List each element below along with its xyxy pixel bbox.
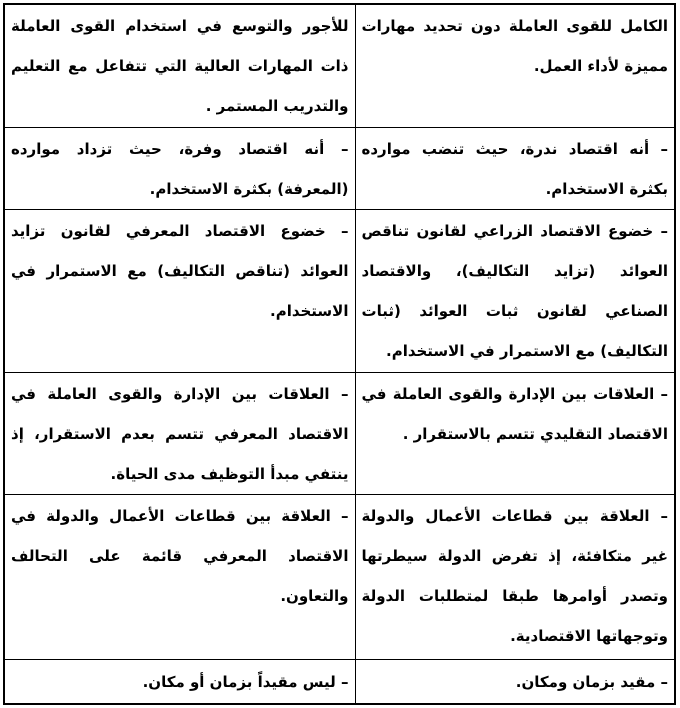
cell-traditional-economy: – أنه اقتصاد ندرة، حيث تنضب موارده بكثرة الاستخدام. [355,128,675,210]
cell-knowledge-economy: للأجور والتوسع في استخدام القوى العاملة ذات المهارات العالية التي تتفاعل مع التعليم والتدريب المستمر . [4,4,355,128]
cell-traditional-economy: – العلاقات بين الإدارة والقوى العاملة في الاقتصاد التقليدي تتسم بالاستقرار . [355,373,675,495]
table-row [4,4,675,128]
cell-traditional-economy: – خضوع الاقتصاد الزراعي لقانون تناقص العوائد (تزايد التكاليف)، والاقتصاد الصناعي لقانون ثبات العوائد (ثبات التكاليف) مع الاستمرار في الاستخدام. [355,210,675,373]
cell-traditional-economy: الكامل للقوى العاملة دون تحديد مهارات مميزة لأداء العمل. [355,4,675,128]
cell-knowledge-economy: – العلاقات بين الإدارة والقوى العاملة في الاقتصاد المعرفي تتسم بعدم الاستقرار، إذ ينتفي مبدأ التوظيف مدى الحياة. [4,373,355,495]
table-row [4,495,675,660]
table-row [4,128,675,210]
table-row [4,373,675,495]
cell-knowledge-economy: – العلاقة بين قطاعات الأعمال والدولة في الاقتصاد المعرفي قائمة على التحالف والتعاون. [4,495,355,660]
cell-knowledge-economy: – خضوع الاقتصاد المعرفي لقانون تزايد العوائد (تناقص التكاليف) مع الاستمرار في الاستخدام. [4,210,355,373]
cell-traditional-economy: – مقيد بزمان ومكان. [355,660,675,705]
table-row [4,210,675,373]
cell-knowledge-economy: – ليس مقيداً بزمان أو مكان. [4,660,355,705]
economy-comparison-table [3,3,676,705]
cell-traditional-economy: – العلاقة بين قطاعات الأعمال والدولة غير متكافئة، إذ تفرض الدولة سيطرتها وتصدر أوامرها طبقا لمتطلبات الدولة وتوجهاتها الاقتصادية. [355,495,675,660]
cell-knowledge-economy: – أنه اقتصاد وفرة، حيث تزداد موارده (المعرفة) بكثرة الاستخدام. [4,128,355,210]
table-row [4,660,675,705]
